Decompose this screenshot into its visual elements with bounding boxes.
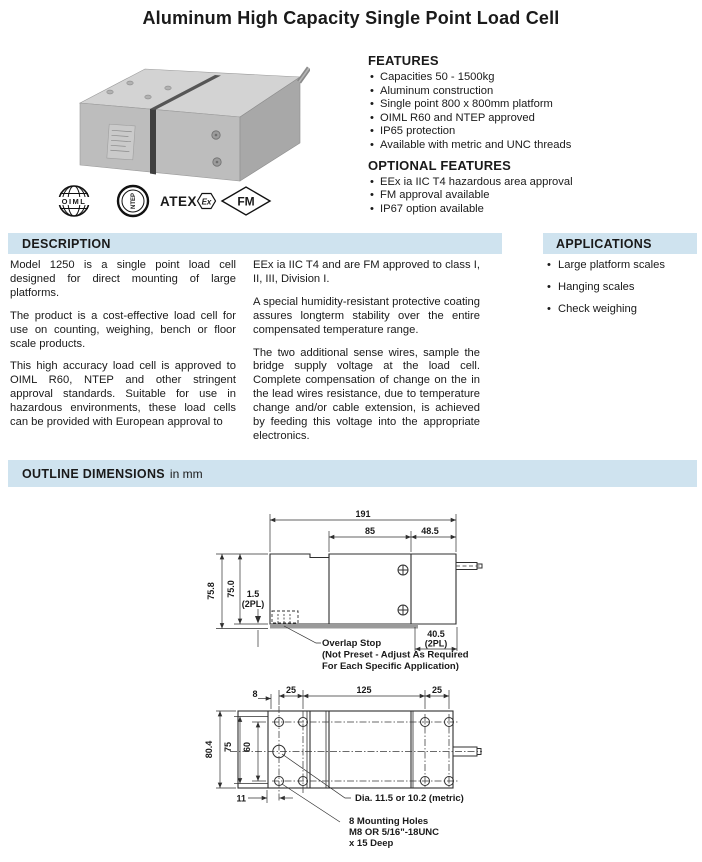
outline-dimensions-section-header [8,460,697,487]
paragraph: This high accuracy load cell is approved to OIML R60, NTEP and other stringent approval standards. Suitable for use in hazardous environments, these load cells can be provided with European approval to [10,360,236,429]
dim-label: 8 [252,689,258,699]
cable [299,68,309,82]
atex-logo-icon [160,194,216,210]
outline-drawing [0,490,702,862]
features-list [368,71,694,153]
approval-logos [48,180,298,224]
drawing-note: Dia. 11.5 or 10.2 (metric) [355,793,464,804]
description-column-1 [10,259,236,439]
dim-label: 75.0 [226,580,236,598]
plan-view-drawing [238,711,481,788]
drawing-note: For Each Specific Application) [322,661,459,672]
dim-label: 25 [285,685,297,695]
list-item: • OIML R60 and NTEP approved [368,112,694,126]
outline-heading: OUTLINE DIMENSIONS [22,466,165,481]
product-label [107,124,135,160]
dim-label: 60 [242,741,252,753]
page-title: Aluminum High Capacity Single Point Load Cell [142,8,560,28]
dim-label: 80.4 [204,740,214,759]
optional-features-heading: OPTIONAL FEATURES [368,157,512,173]
list-item: • FM approval available [368,189,694,203]
dim-label: 25 [431,685,443,695]
ntep-logo-icon [118,186,148,216]
load-cell-illustration [80,68,309,181]
dim-label: 191 [355,509,371,519]
drawing-note: Overlap Stop [322,638,382,649]
cable-icon [456,563,482,570]
list-item: • IP67 option available [368,203,694,217]
applications-heading: APPLICATIONS [556,236,652,251]
drawing-note: 8 Mounting Holes [349,816,429,827]
product-photo [50,55,310,185]
list-item: • Check weighing [545,303,697,316]
list-item: • EEx ia IIC T4 hazardous area approval [368,176,694,190]
paragraph: Model 1250 is a single point load cell designed for direct mounting of large platforms. [10,259,236,299]
paragraph: The product is a cost-effective load cell for use on counting, weighing, bench or floor scale products. [10,309,236,350]
dim-label: (2PL) [424,638,448,649]
features-heading: FEATURES [368,53,439,68]
paragraph: A special humidity-resistant protective coating assures longterm stability over the entire compensated temperature range. [253,295,480,336]
applications-section [545,259,697,325]
dim-label: 11 [236,793,246,804]
drawing-note: M8 OR 5/16"-18UNC [349,827,440,838]
applications-section-header [543,233,697,254]
side-view-drawing [270,554,482,629]
svg-text:OIML: OIML [61,197,87,206]
list-item: • Aluminum construction [368,85,694,99]
description-column-2 [253,259,480,453]
list-item: • IP65 protection [368,125,694,139]
description-heading: DESCRIPTION [22,236,111,251]
features-section [368,53,694,216]
svg-text:ATEX: ATEX [160,194,198,209]
list-item: • Capacities 50 - 1500kg [368,71,694,85]
dim-label: 40.5 [427,629,445,639]
screw-head-icon [398,605,408,615]
list-item: • Single point 800 x 800mm platform [368,98,694,112]
drawing-note: (Not Preset - Adjust As Required [322,649,469,661]
applications-list [545,259,697,316]
dim-label: 1.5 [246,589,260,599]
svg-text:FM: FM [237,194,255,209]
fm-logo-icon [222,187,270,215]
dim-label: 125 [356,685,372,695]
list-item: • Large platform scales [545,259,697,272]
dim-label: (2PL) [241,599,265,609]
description-section-header [8,233,502,254]
optional-features-list [368,176,694,217]
paragraph: The two additional sense wires, sample the bridge supply voltage at the load cell. Complete compensation of change on the in the lead wires resistance, due to temperature change and/or cable extension, is achieved by feeding this voltage into the appropriate electronics. [253,346,480,442]
drawing-note: x 15 Deep [349,838,394,849]
list-item: • Hanging scales [545,281,697,294]
oiml-logo-icon [57,186,91,216]
list-item: • Available with metric and UNC threads [368,139,694,153]
svg-text:Ex: Ex [201,197,212,207]
outline-unit: in mm [169,466,203,481]
dim-label: 85 [364,526,376,536]
dim-label: 75 [223,741,233,753]
screw-head-icon [398,565,408,575]
svg-text:NTEP: NTEP [131,192,138,210]
dim-label: 48.5 [421,526,439,536]
paragraph: EEx ia IIC T4 and are FM approved to class I, II, III, Division I. [253,259,480,285]
dim-label: 75.8 [206,582,216,600]
